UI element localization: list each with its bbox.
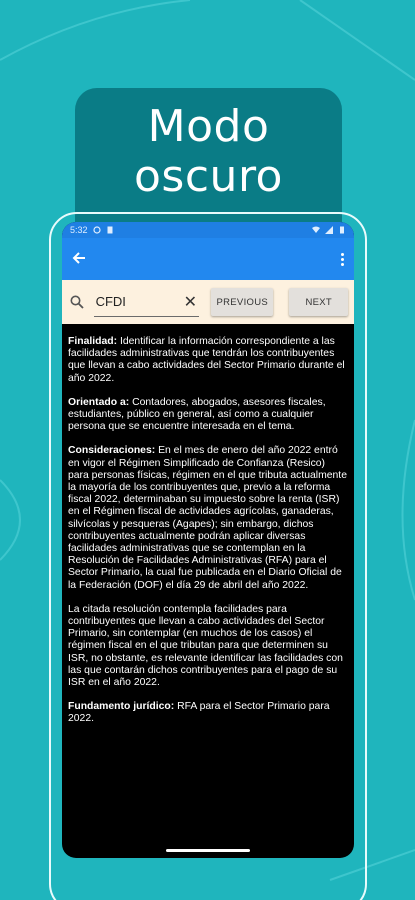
battery-icon	[338, 226, 346, 234]
search-input[interactable]	[96, 294, 168, 309]
wifi-icon	[312, 226, 320, 234]
search-icon	[68, 293, 86, 311]
more-vert-icon[interactable]	[341, 253, 344, 266]
consideraciones-text: En el mes de enero del año 2022 entró en vigor el Régimen Simplificado de Confianza (Resico) para personas físicas, régimen en el que tributa actualmente la mayoría de los contribuyentes que, previo a la reforma fiscal 2022, determinaban su impuesto sobre la renta (ISR) en el Régimen fiscal de actividades agrícolas, ganaderas, silvícolas y pesqueras (Agapes); sin embargo, dichos contribuyentes actualmente podrán aplicar diversas facilidades administrativas que se contemplan en la Resolución de Facilidades Administrativas (RFA) para el Sector Primario, la cual fue publicada en el Diario Oficial de la Federación (DOF) el día 29 de abril del año 2022.	[68, 445, 347, 591]
gesture-nav-bar[interactable]	[166, 849, 250, 852]
arrow-left-icon[interactable]	[72, 249, 86, 270]
fundamento-text: RFA para el Sector Primario para 2022.	[68, 701, 330, 725]
article-content	[62, 324, 354, 726]
signal-icon	[325, 226, 333, 234]
paragraph-orientado	[68, 397, 348, 434]
sim-status-icon	[106, 226, 114, 234]
finalidad-text: Identificar la información correspondiente a las facilidades administrativas que tendrán los contribuyentes que llevan a cabo actividades del Sector Primario durante el año 2022.	[68, 336, 345, 384]
status-bar	[62, 222, 354, 238]
paragraph-finalidad	[68, 336, 348, 385]
paragraph-consideraciones	[68, 445, 348, 591]
paragraph-fundamento	[68, 701, 348, 725]
next-button[interactable]: NEXT	[289, 288, 348, 316]
status-time: 5:32	[70, 225, 88, 235]
fundamento-label: Fundamento jurídico:	[68, 701, 175, 713]
find-in-page-bar	[62, 280, 354, 324]
phone-screen	[62, 222, 354, 858]
consideraciones-label: Consideraciones:	[68, 445, 156, 457]
finalidad-label: Finalidad:	[68, 336, 118, 347]
orientado-text: Contadores, abogados, asesores fiscales, estudiantes, público en general, así como a cualquier persona que se encuentre interesada en el tema.	[68, 396, 326, 433]
promo-title-line-2: oscuro	[134, 151, 283, 202]
previous-button[interactable]: PREVIOUS	[211, 288, 273, 316]
orientado-label: Orientado a:	[68, 396, 130, 408]
app-bar	[62, 238, 354, 280]
close-icon[interactable]: ✕	[183, 293, 198, 311]
settings-status-icon	[93, 226, 101, 234]
search-field	[94, 287, 199, 317]
promo-title-line-1: Modo	[147, 101, 270, 152]
paragraph-resolucion: La citada resolución contempla facilidades para contribuyentes que llevan a cabo actividades del Sector Primario, sin contemplar (en muchos de los casos) el régimen fiscal en el que tributan para que determinen su ISR, no obstante, es relevante identificar las facilidades con las que contarán dichos contribuyentes para el pago de su ISR en el año 2022.	[68, 603, 343, 689]
